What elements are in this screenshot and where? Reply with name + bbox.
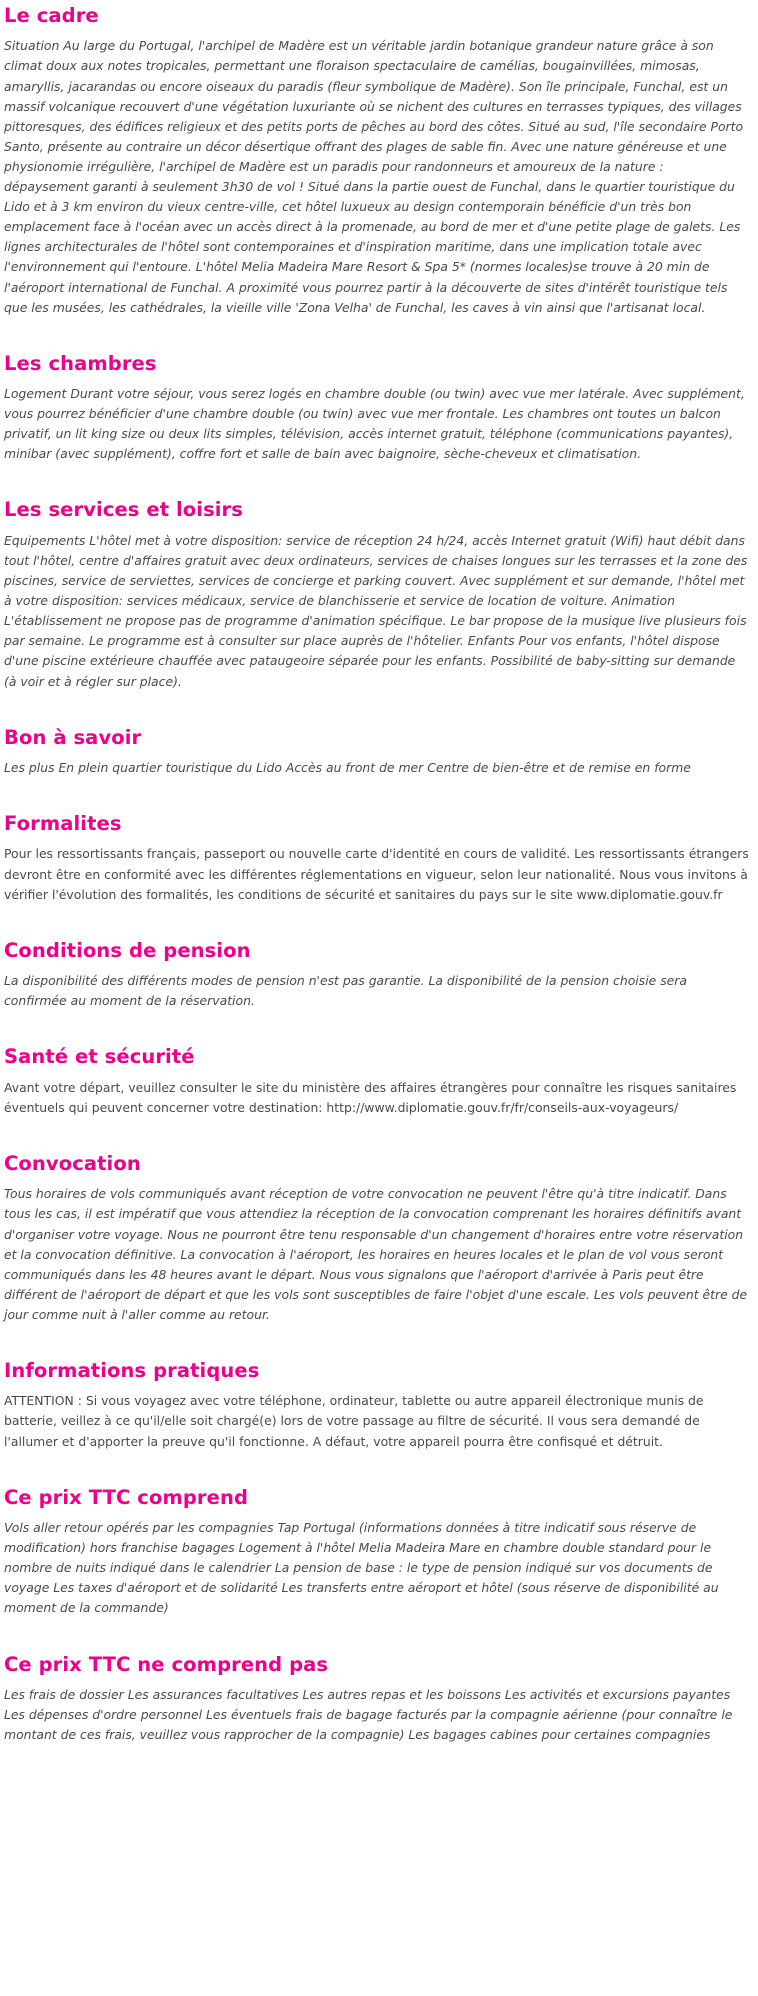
section-paragraph: Les frais de dossier Les assurances facultatives Les autres repas et les boissons Les activités et excursions payantes Les dépenses d'ordre personnel Les éventuels frais de bagage facturés par la compagnie aérienne (pour connaître le montant de ces frais, veuillez vous rapprocher de la compagnie) Les bagages cabines pour certaines compagnies [4,1686,733,1743]
section-bon-a-savoir [4,726,750,778]
section-formalites [4,812,750,905]
section-title: Formalites [4,812,122,836]
spacer [4,1452,750,1486]
spacer [4,318,750,352]
section-title: Santé et sécurité [4,1045,195,1069]
section-title: Les services et loisirs [4,498,243,522]
section-title: Bon à savoir [4,725,142,749]
section-paragraph: Logement Durant votre séjour, vous serez logés en chambre double (ou twin) avec vue mer latérale. Avec supplément, vous pourrez bénéficier d'une chambre double (ou twin) avec vue mer frontale. Les chambres ont toutes un balcon privatif, un lit king size ou deux lits simples, télévision, accès internet gratuit, téléphone (communications payantes), minibar (avec supplément), coffre fort et salle de bain avec baignoire, sèche-cheveux et climatisation. [4,386,745,462]
section-title: Ce prix TTC comprend [4,1485,249,1509]
spacer [4,778,750,812]
section-paragraph: ATTENTION : Si vous voyagez avec votre téléphone, ordinateur, tablette ou autre appareil électronique munis de batterie, veillez à ce qu'il/elle soit chargé(e) lors de votre passage au filtre de sécurité. Il vous sera demandé de l'allumer et d'apporter la preuve qu'il fonctionne. A défaut, votre appareil pourra être confisqué et détruit. [4,1393,704,1449]
section-ce-prix-ttc-comprend [4,1486,750,1619]
section-les-services-et-loisirs [4,498,750,691]
section-paragraph: Vols aller retour opérés par les compagnies Tap Portugal (informations données à titre indicatif sous réserve de modification) hors franchise bagages Logement à l'hôtel Melia Madeira Mare en chambre double standard pour le nombre de nuits indiqué dans le calendrier La pension de base : le type de pension indiqué sur vos documents de voyage Les taxes d'aéroport et de solidarité Les transferts entre aéroport et hôtel (sous réserve de disponibilité au moment de la commande) [4,1520,719,1616]
section-conditions-de-pension [4,939,750,1012]
section-paragraph: Equipements L'hôtel met à votre disposition: service de réception 24 h/24, accès Internet gratuit (Wifi) haut débit dans tout l'hôtel, centre d'affaires gratuit avec deux ordinateurs, services de chaises longues sur les terrasses et la zone des piscines, service de serviettes, services de concierge et parking couvert. Avec supplément et sur demande, l'hôtel met à votre disposition: services médicaux, service de blanchisserie et service de location de voiture. Animation L'établissement ne propose pas de programme d'animation spécifique. Le bar propose de la musique live plusieurs fois par semaine. Le programme est à consulter sur place auprès de l'hôtelier. Enfants Pour vos enfants, l'hôtel dispose d'une piscine extérieure chauffée avec pataugeoire séparée pour les enfants. Possibilité de baby-sitting sur demande (à voir et à régler sur place). [4,532,748,689]
section-informations-pratiques [4,1359,750,1452]
spacer [4,1011,750,1045]
section-paragraph: Les plus En plein quartier touristique du Lido Accès au front de mer Centre de bien-être et de remise en forme [4,760,691,775]
section-les-chambres [4,352,750,465]
section-title: Les chambres [4,351,157,375]
section-le-cadre [4,0,750,318]
section-sante-et-securite [4,1045,750,1118]
section-ce-prix-ttc-ne-comprend-pas [4,1653,750,1746]
spacer [4,905,750,939]
section-title: Convocation [4,1151,141,1175]
spacer [4,1118,750,1152]
spacer [4,692,750,726]
section-paragraph: Situation Au large du Portugal, l'archipel de Madère est un véritable jardin botanique grandeur nature grâce à son climat doux aux notes tropicales, permettant une floraison spectaculaire de camélias, bougainvillées, mimosas, amaryllis, jacarandas ou encore oiseaux du paradis (fleur symbolique de Madère). Son île principale, Funchal, est un massif volcanique recouvert d'une végétation luxuriante où se nichent des cultures en terrasses typiques, des villages pittoresques, des édifices religieux et des petits ports de pêches au bord des côtes. Situé au sud, l'île secondaire Porto Santo, présente au contraire un décor désertique offrant des plages de sable fin. Avec une nature généreuse et une physionomie irrégulière, l'archipel de Madère est un paradis pour randonneurs et amoureux de la nature : dépaysement garanti à seulement 3h30 de vol ! Situé dans la partie ouest de Funchal, dans le quartier touristique du Lido et à 3 km environ du vieux centre-ville, cet hôtel luxueux au design contemporain bénéficie d'un très bon emplacement face à l'océan avec un accès direct à la promenade, au bord de mer et d'une petite plage de galets. Les lignes architecturales de l'hôtel sont contemporaines et d'inspiration maritime, dans une implication totale avec l'environnement qui l'entoure. L'hôtel Melia Madeira Mare Resort & Spa 5* (normes locales)se trouve à 20 min de l'aéroport international de Funchal. A proximité vous pourrez partir à la découverte de sites d'intérêt touristique tels que les musées, les cathédrales, la vieille ville 'Zona Velha' de Funchal, les caves à vin ainsi que l'artisanat local. [4,38,744,315]
spacer [4,1619,750,1653]
section-paragraph: Pour les ressortissants français, passeport ou nouvelle carte d'identité en cours de validité. Les ressortissants étrangers devront être en conformité avec les différentes réglementations en vigueur, selon leur nationalité. Nous vous invitons à vérifier l'évolution des formalités, les conditions de sécurité et sanitaires du pays sur le site www.diplomatie.gouv.fr [4,846,749,902]
section-title: Conditions de pension [4,938,251,962]
section-paragraph: La disponibilité des différents modes de pension n'est pas garantie. La disponibilité de la pension choisie sera confirmée au moment de la réservation. [4,973,687,1009]
section-paragraph: Tous horaires de vols communiqués avant réception de votre convocation ne peuvent l'être qu'à titre indicatif. Dans tous les cas, il est impératif que vous attendiez la réception de la convocation comprenant les horaires définitifs avant d'organiser votre voyage. Nous ne pourront être tenu responsable d'un changement d'horaires entre votre réservation et la convocation définitive. La convocation à l'aéroport, les horaires en heures locales et le plan de vol vous seront communiqués dans les 48 heures avant le départ. Nous vous signalons que l'aéroport d'arrivée à Paris peut être différent de l'aéroport de départ et que les vols sont susceptibles de faire l'objet d'une escale. Les vols peuvent être de jour comme nuit à l'aller comme au retour. [4,1186,748,1322]
spacer [4,464,750,498]
section-title: Informations pratiques [4,1358,260,1382]
section-convocation [4,1152,750,1325]
spacer [4,1325,750,1359]
section-title: Ce prix TTC ne comprend pas [4,1652,329,1676]
section-title: Le cadre [4,4,99,27]
section-paragraph: Avant votre départ, veuillez consulter le site du ministère des affaires étrangères pour connaître les risques sanitaires éventuels qui peuvent concerner votre destination: http://www.diplomatie.gouv.fr/fr/conseils-aux-voyageurs/ [4,1079,737,1115]
